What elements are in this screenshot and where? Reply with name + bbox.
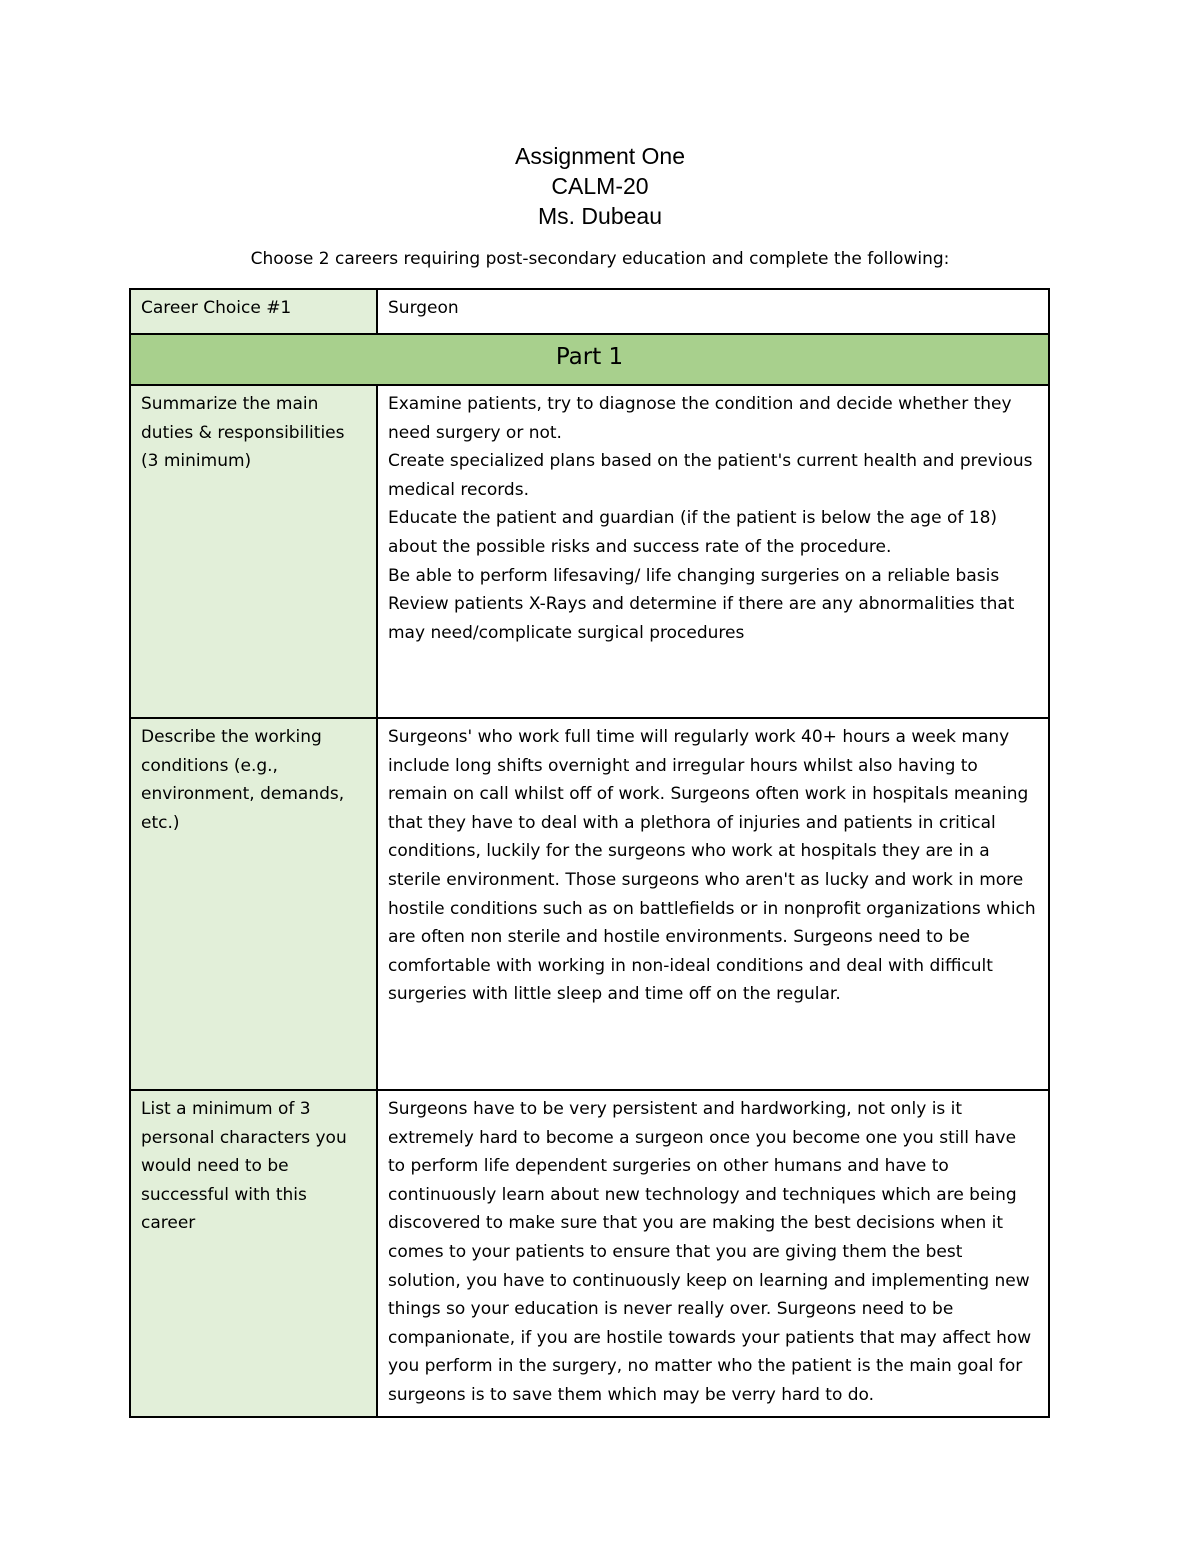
duty-item: Review patients X-Rays and determine if there are any abnormalities that may need/complicate surgical procedures	[388, 594, 1015, 643]
career-choice-label: Career Choice #1	[130, 289, 377, 334]
traits-row	[130, 1090, 1049, 1417]
duty-item: Educate the patient and guardian (if the patient is below the age of 18) about the possible risks and success rate of the procedure.	[388, 508, 998, 557]
conditions-row	[130, 718, 1049, 1090]
part-heading-row	[130, 334, 1049, 385]
conditions-answer	[377, 718, 1049, 1090]
course-code: CALM-20	[551, 173, 649, 199]
duty-item: Be able to perform lifesaving/ life changing surgeries on a reliable basis	[388, 565, 1000, 586]
document-header	[0, 141, 1200, 231]
assignment-instruction: Choose 2 careers requiring post-secondary education and complete the following:	[250, 249, 950, 269]
traits-text: Surgeons have to be very persistent and hardworking, not only is it extremely hard to become a surgeon once you become one you still have to perform life dependent surgeries on other humans and have to continuously learn about new technology and techniques which are being discovered to make sure that you are making the best decisions when it comes to your patients to ensure that you are giving them the best solution, you have to continuously keep on learning and implementing new things so your education is never really over. Surgeons need to be companionate, if you are hostile towards your patients that may affect how you perform in the surgery, no matter who the patient is the main goal for surgeons is to save them which may be verry hard to do.	[388, 1099, 1032, 1405]
career-choice-value: Surgeon	[377, 289, 1049, 334]
career-table	[129, 288, 1050, 1418]
conditions-text: Surgeons' who work full time will regularly work 40+ hours a week many include long shifts overnight and irregular hours whilst also having to remain on call whilst off of work. Surgeons often work in hospitals meaning that they have to deal with a plethora of injuries and patients in critical conditions, luckily for the surgeons who work at hospitals they are in a sterile environment. Those surgeons who aren't as lucky and work in more hostile conditions such as on battlefields or in nonprofit organizations which are often non sterile and hostile environments. Surgeons need to be comfortable with working in non-ideal conditions and deal with difficult surgeries with little sleep and time off on the regular.	[388, 727, 1036, 1005]
career-choice-row	[130, 289, 1049, 334]
teacher-name: Ms. Dubeau	[537, 203, 662, 229]
traits-answer	[377, 1090, 1049, 1417]
duties-label: Summarize the main duties & responsibilities (3 minimum)	[130, 385, 377, 718]
duty-item: Create specialized plans based on the patient's current health and previous medical records.	[388, 451, 1033, 500]
conditions-label: Describe the working conditions (e.g., environment, demands, etc.)	[130, 718, 377, 1090]
traits-label: List a minimum of 3 personal characters you would need to be successful with this career	[130, 1090, 377, 1417]
duties-row	[130, 385, 1049, 718]
assignment-title: Assignment One	[514, 143, 686, 169]
duties-answer	[377, 385, 1049, 718]
part-heading: Part 1	[130, 334, 1049, 385]
duty-item: Examine patients, try to diagnose the condition and decide whether they need surgery or not.	[388, 394, 1012, 443]
